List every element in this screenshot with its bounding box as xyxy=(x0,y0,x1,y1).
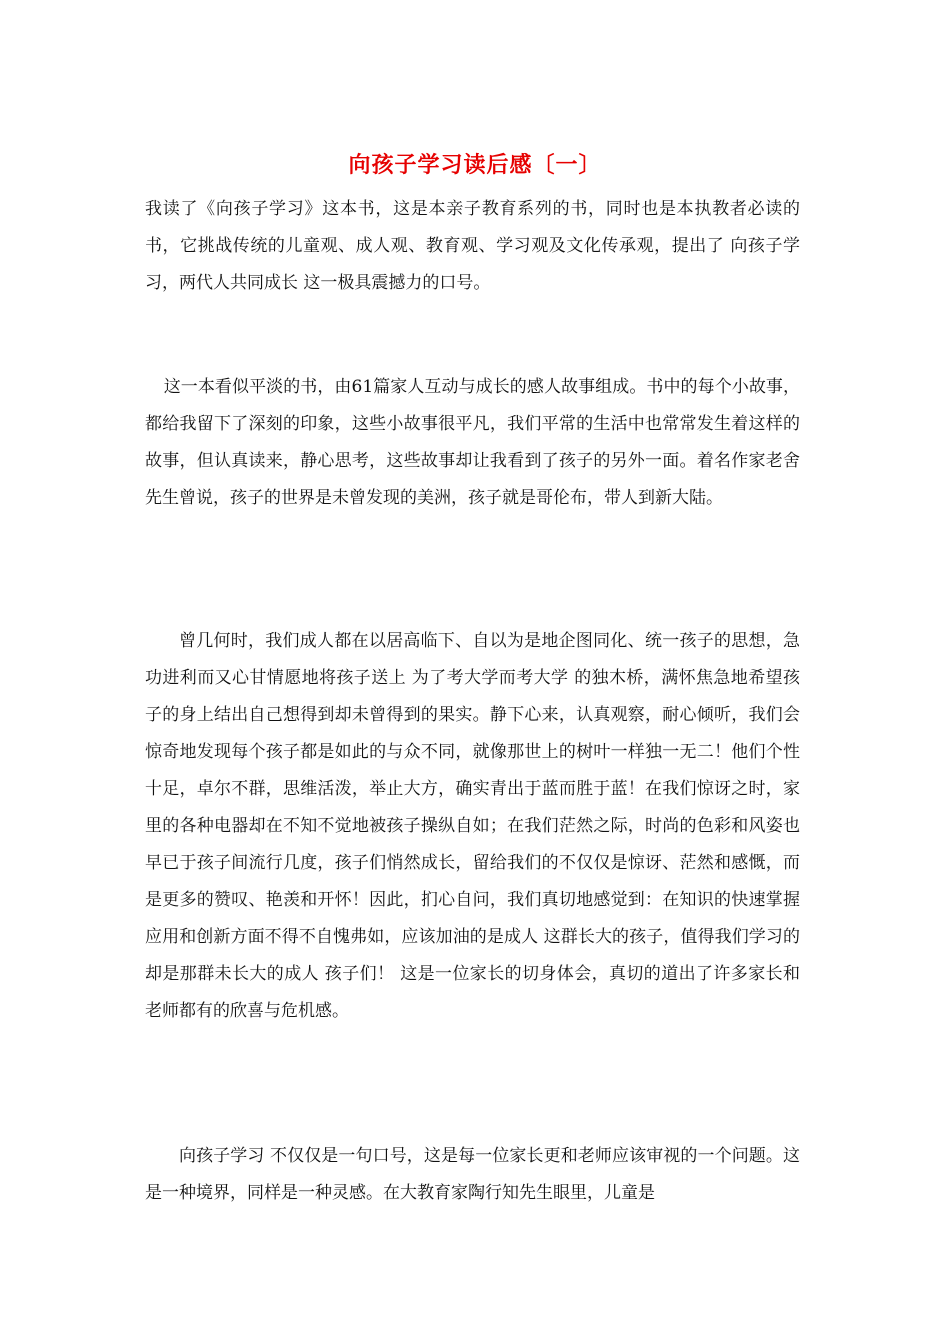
paragraph-2: 这一本看似平淡的书，由61篇家人互动与成长的感人故事组成。书中的每个小故事，都给我留下了深刻的印象，这些小故事很平凡，我们平常的生活中也常常发生着这样的故事，但认真读来，静心思考，这些故事却让我看到了孩子的另外一面。着名作家老舍先生曾说，孩子的世界是未曾发现的美洲，孩子就是哥伦布，带人到新大陆。 xyxy=(145,377,800,508)
paragraph-3: 曾几何时，我们成人都在以居高临下、自以为是地企图同化、统一孩子的思想，急功进利而又心甘情愿地将孩子送上 为了考大学而考大学 的独木桥，满怀焦急地希望孩子的身上结出自己想得到却未曾得到的果实。静下心来，认真观察，耐心倾听，我们会惊奇地发现每个孩子都是如此的与众不同，就像那世上的树叶一样独一无二！他们个性十足，卓尔不群，思维活泼，举止大方，确实青出于蓝而胜于蓝！在我们惊讶之时，家里的各种电器却在不知不觉地被孩子操纵自如；在我们茫然之际，时尚的色彩和风姿也早已于孩子间流行几度，孩子们悄然成长，留给我们的不仅仅是惊讶、茫然和感慨，而是更多的赞叹、艳羡和开怀！因此，扪心自问，我们真切地感觉到：在知识的快速掌握应用和创新方面不得不自愧弗如，应该加油的是成人 这群长大的孩子，值得我们学习的却是那群未长大的成人 孩子们！ 这是一位家长的切身体会，真切的道出了许多家长和老师都有的欣喜与危机感。 xyxy=(145,631,800,1021)
paragraph-1: 我读了《向孩子学习》这本书，这是本亲子教育系列的书，同时也是本执教者必读的书，它挑战传统的儿童观、成人观、教育观、学习观及文化传承观，提出了 向孩子学习，两代人共同成长 这一极具震撼力的口号。 xyxy=(145,199,800,293)
document-title: 向孩子学习读后感〔一〕 xyxy=(348,152,602,178)
paragraph-4: 向孩子学习 不仅仅是一句口号，这是每一位家长更和老师应该审视的一个问题。这是一种境界，同样是一种灵感。在大教育家陶行知先生眼里，儿童是 xyxy=(145,1146,800,1203)
document-page xyxy=(145,0,805,1344)
